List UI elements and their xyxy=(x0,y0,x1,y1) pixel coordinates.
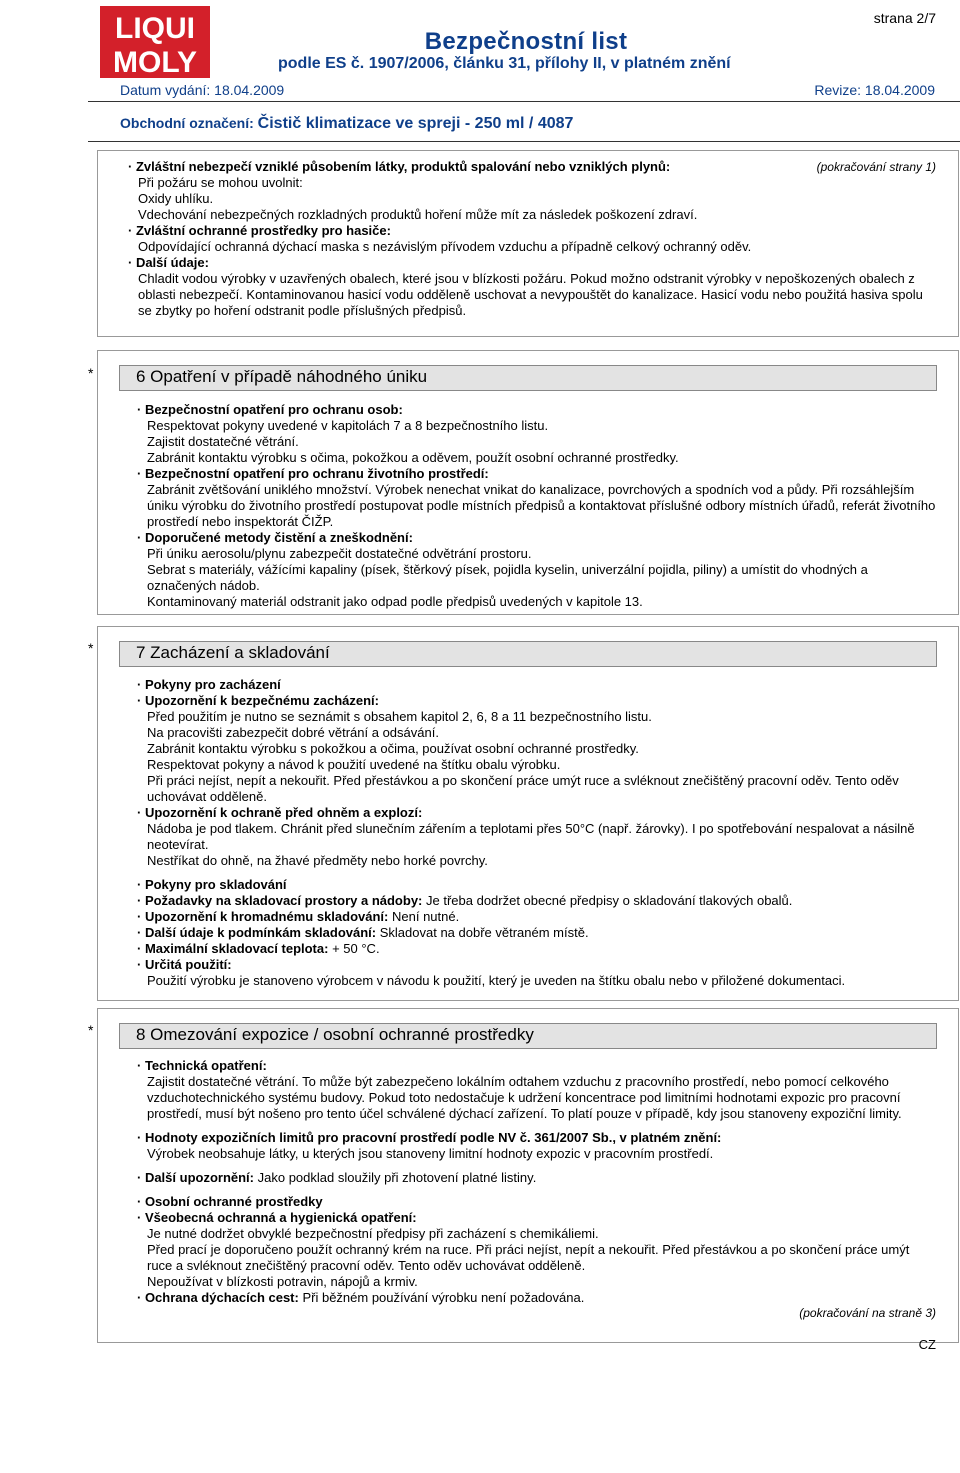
logo-line1: LIQUI xyxy=(115,12,195,45)
s6-heading-1: · Bezpečnostní opatření pro ochranu osob: xyxy=(137,402,403,417)
s8-heading-2: · Hodnoty expozičních limitů pro pracovní prostředí podle NV č. 361/2007 Sb., v platném znění: xyxy=(137,1130,722,1145)
s7-text: Před použitím je nutno se seznámit s obsahem kapitol 2, 6, 8 a 11 bezpečnostního listu. xyxy=(147,709,652,724)
issue-date: Datum vydání: 18.04.2009 xyxy=(120,82,285,98)
s8-text: Výrobek neobsahuje látky, u kterých jsou stanoveny limitní hodnoty expozic v pracovním prostředí. xyxy=(147,1146,714,1161)
section7-heading: 7 Zacházení a skladování xyxy=(119,641,937,667)
s7-heading-4: · Pokyny pro skladování xyxy=(137,877,287,892)
s6-text: Sebrat s materiály, vážícími kapaliny (písek, štěrkový písek, pojidla kyselin, univerzální pojidla, piliny) a umístit do vhodných a označených nádob. xyxy=(147,562,868,593)
trade-name xyxy=(120,115,573,133)
s5-text: Vdechování nebezpečných rozkladných produktů hoření může mít za následek poškození zdraví. xyxy=(138,207,698,222)
s6-text: Kontaminovaný materiál odstranit jako odpad podle předpisů uvedených v kapitole 13. xyxy=(147,594,643,609)
s7-text: Použití výrobku je stanoveno výrobcem v návodu k použití, který je uveden na štítku obalu nebo v přiložené dokumentaci. xyxy=(147,973,846,988)
s7-bulk-storage: · Upozornění k hromadnému skladování: Není nutné. xyxy=(137,909,460,924)
s8-text: Je nutné dodržet obvyklé bezpečnostní předpisy při zacházení s chemikáliemi. xyxy=(147,1226,599,1241)
language-code: CZ xyxy=(918,1337,936,1352)
s5-text: Oxidy uhlíku. xyxy=(138,191,214,206)
s7-text: Nestříkat do ohně, na žhavé předměty nebo horké povrchy. xyxy=(147,853,488,868)
section6-heading: 6 Opatření v případě náhodného úniku xyxy=(119,365,937,391)
s8-text: Zajistit dostatečné větrání. To může být zabezpečeno lokálním odtahem vzduchu z pracovního prostředí, nebo pomocí celkového vzduchotechnického systému budovy. Pokud toto nedostačuje k udržení koncentrace pod limitními hodnotami expozic pro pracovní prostředí, musí být nošeno pro tento účel schválené dýchací zařízení. To platí pouze v případě, kdy jsou stanoveny expoziční limity. xyxy=(147,1074,902,1121)
s8-further-notes: · Další upozornění: Jako podklad sloužily při zhotovení platné listiny. xyxy=(137,1170,537,1185)
logo-line2: MOLY xyxy=(113,46,197,78)
s7-text: Při práci nejíst, nepít a nekouřit. Před přestávkou a po skončení práce umýt ruce a svléknout znečištěný pracovní oděv. Tento oděv uchovávat odděleně. xyxy=(147,773,899,804)
s6-text: Zabránit zvětšování uniklého množství. Výrobek nenechat vnikat do kanalizace, povrchových a spodních vod a půdy. Při rozsáhlejším úniku výrobku do životního prostředí postupovat podle místních předpisů a kontaktovat příslušné odbory místních úřadů, referát životního prostředí nebo inspektorát ČIŽP. xyxy=(147,482,936,529)
document-subtitle: podle ES č. 1907/2006, článku 31, přílohy II, v platném znění xyxy=(278,55,731,72)
s8-heading-5: · Všeobecná ochranná a hygienická opatření: xyxy=(137,1210,417,1225)
continued-to: (pokračování na straně 3) xyxy=(799,1306,936,1320)
s7-text: Zabránit kontaktu výrobku s pokožkou a očima, používat osobní ochranné prostředky. xyxy=(147,741,639,756)
s8-heading-4: · Osobní ochranné prostředky xyxy=(137,1194,323,1209)
change-marker: * xyxy=(88,1022,94,1038)
s5-text: Chladit vodou výrobky v uzavřených obalech, které jsou v blízkosti požáru. Pokud možno odstranit výrobky v nepoškozených obalech z oblasti nebezpečí. Kontaminovanou hasicí vodu odděleně uschovat a nevypouštět do kanalizace. Hasicí vodu nebo použitá hasiva spolu se zbytky po hoření odstranit podle příslušných předpisů. xyxy=(138,271,923,318)
s6-text: Zajistit dostatečné větrání. xyxy=(147,434,299,449)
s7-text: Na pracovišti zabezpečit dobré větrání a odsávání. xyxy=(147,725,439,740)
section5-box xyxy=(97,150,959,337)
s7-heading-1: · Pokyny pro zacházení xyxy=(137,677,281,692)
s7-heading-2: · Upozornění k bezpečnému zacházení: xyxy=(137,693,379,708)
s6-heading-2: · Bezpečnostní opatření pro ochranu životního prostředí: xyxy=(137,466,489,481)
change-marker: * xyxy=(88,365,94,381)
change-marker: * xyxy=(88,640,94,656)
s8-text: Před prací je doporučeno použít ochranný krém na ruce. Při práci nejíst, nepít a nekouřit. Před přestávkou a po skončení práce umýt ruce a svléknout znečištěný pracovní oděv. Tento oděv uchovávat odděleně. xyxy=(147,1242,910,1273)
s7-text: Nádoba je pod tlakem. Chránit před slunečním zářením a teplotami přes 50°C (např. žárovky). I po spotřebování nespalovat a násilně neotevírat. xyxy=(147,821,915,852)
s8-text: Nepoužívat v blízkosti potravin, nápojů a krmiv. xyxy=(147,1274,418,1289)
document-title: Bezpečnostní list xyxy=(424,28,628,55)
s7-max-temp: · Maximální skladovací teplota: + 50 °C. xyxy=(137,941,380,956)
section7-box xyxy=(97,626,959,1001)
page-number: strana 2/7 xyxy=(873,10,936,26)
section8-heading: 8 Omezování expozice / osobní ochranné prostředky xyxy=(119,1023,937,1049)
s5-text: Při požáru se mohou uvolnit: xyxy=(138,175,303,190)
s5-text: Odpovídající ochranná dýchací maska s nezávislým přívodem vzduchu a případně celkový ochranný oděv. xyxy=(138,239,752,254)
s6-text: Respektovat pokyny uvedené v kapitolách 7 a 8 bezpečnostního listu. xyxy=(147,418,549,433)
header-divider-2 xyxy=(88,141,960,142)
s5-heading-2: · Zvláštní ochranné prostředky pro hasiče: xyxy=(128,223,391,238)
trade-value: Čistič klimatizace ve spreji - 250 ml / 4087 xyxy=(257,115,574,132)
section6-box xyxy=(97,350,959,615)
s7-text: Respektovat pokyny a návod k použití uvedené na štítku obalu výrobku. xyxy=(147,757,561,772)
s8-heading-1: · Technická opatření: xyxy=(137,1058,267,1073)
s6-heading-3: · Doporučené metody čistění a zneškodnění: xyxy=(137,530,413,545)
s8-respiratory: · Ochrana dýchacích cest: Při běžném používání výrobku není požadována. xyxy=(137,1290,585,1305)
s5-heading-1: · Zvláštní nebezpečí vzniklé působením látky, produktů spalování nebo vzniklých plynů: xyxy=(128,159,671,174)
section8-box xyxy=(97,1008,959,1343)
s6-text: Při úniku aerosolu/plynu zabezpečit dostatečné odvětrání prostoru. xyxy=(147,546,532,561)
s7-heading-3: · Upozornění k ochraně před ohněm a explozí: xyxy=(137,805,423,820)
s7-storage-requirements: · Požadavky na skladovací prostory a nádoby: Je třeba dodržet obecné předpisy o skladování tlakových obalů. xyxy=(137,893,793,908)
s7-storage-conditions: · Další údaje k podmínkám skladování: Skladovat na dobře větraném místě. xyxy=(137,925,589,940)
header-divider xyxy=(88,101,960,102)
s5-heading-3: · Další údaje: xyxy=(128,255,209,270)
trade-label: Obchodní označení: xyxy=(120,115,254,131)
continued-from: (pokračování strany 1) xyxy=(816,160,936,174)
revision-date: Revize: 18.04.2009 xyxy=(814,82,935,98)
s7-heading-9: · Určitá použití: xyxy=(137,957,232,972)
s6-text: Zabránit kontaktu výrobku s očima, pokožkou a oděvem, použít osobní ochranné prostředky. xyxy=(147,450,679,465)
